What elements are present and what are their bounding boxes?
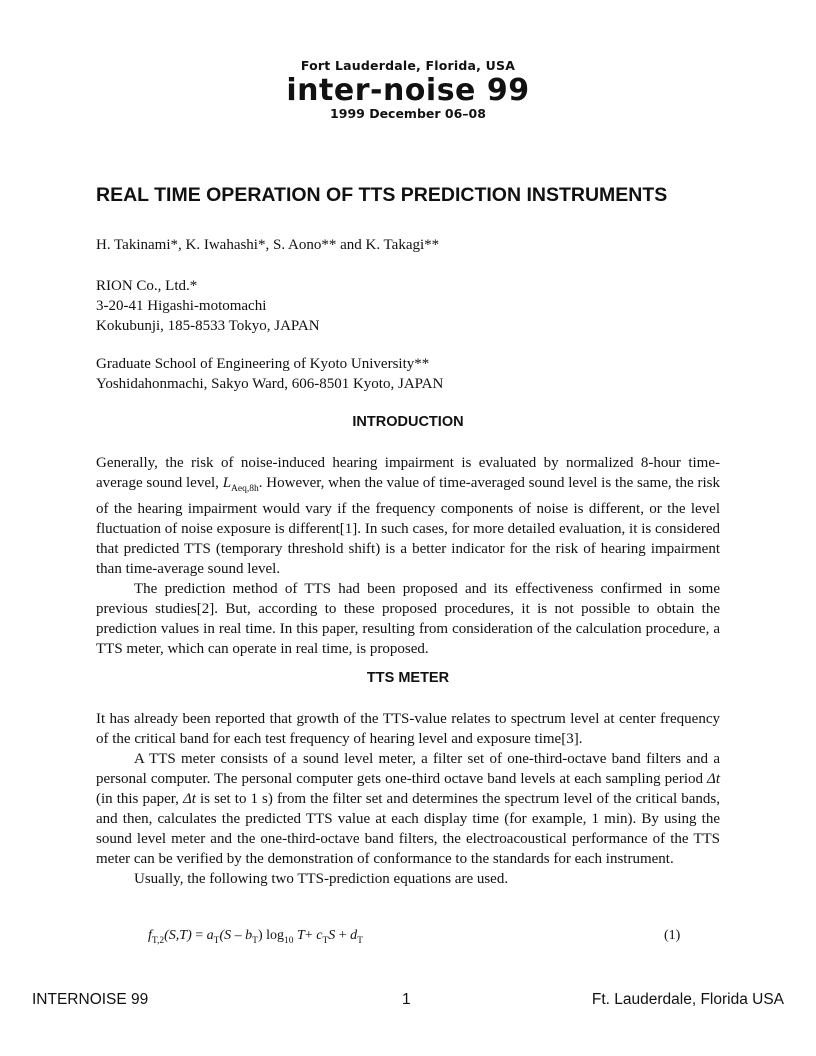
conference-location: Fort Lauderdale, Florida, USA xyxy=(300,58,516,73)
page-number: 1 xyxy=(402,991,411,1008)
paragraph: A TTS meter consists of a sound level meter, a filter set of one-third-octave band filters and a personal computer. The personal computer gets one-third octave band levels at each sampling period Δt (in this paper, Δt is set to 1 s) from the filter set and determines the spectrum level of the critical bands, and then, calculates the predicted TTS value at each display time (for example, 1 min). By using the sound level meter and the one-third-octave band filters, the electroacoustical performance of the TTS meter can be verified by the demonstration of conformance to the standards for each instrument. xyxy=(96,751,721,867)
affiliation-kyoto xyxy=(96,354,443,394)
paragraph: The prediction method of TTS had been proposed and its effectiveness confirmed in some previous studies[2]. But, according to these proposed procedures, it is not possible to obtain the prediction values in real time. In this paper, resulting from consideration of the calculation procedure, a TTS meter, which can operate in real time, is proposed. xyxy=(96,581,720,657)
footer-right: Ft. Lauderdale, Florida USA xyxy=(591,991,784,1008)
affiliation-line: RION Co., Ltd.* xyxy=(96,278,198,294)
introduction-body xyxy=(96,453,720,659)
affiliation-rion xyxy=(96,276,320,336)
affiliation-line: Yoshidahonmachi, Sakyo Ward, 606-8501 Kyoto, JAPAN xyxy=(96,376,444,392)
affiliation-line: Graduate School of Engineering of Kyoto University** xyxy=(96,356,430,372)
symbol-delta-t: Δt xyxy=(182,791,196,807)
symbol-delta-t: Δt xyxy=(707,771,720,787)
footer-left: INTERNOISE 99 xyxy=(32,991,149,1008)
author-list: H. Takinami*, K. Iwahashi*, S. Aono** and K. Takagi** xyxy=(96,237,440,253)
affiliation-line: 3-20-41 Higashi-motomachi xyxy=(96,298,267,314)
conference-header xyxy=(0,58,816,121)
affiliation-line: Kokubunji, 185-8533 Tokyo, JAPAN xyxy=(96,318,320,334)
symbol-L: L xyxy=(222,475,232,491)
tts-meter-body xyxy=(96,709,720,889)
paragraph: Usually, the following two TTS-prediction equations are used. xyxy=(134,871,509,887)
paragraph: It has already been reported that growth of the TTS-value relates to spectrum level at center frequency of the critical band for each test frequency of hearing level and exposure time[3]. xyxy=(96,711,720,747)
equation-1: $f_{T,2}(S,T) = a_T(S - b_T)$ $\log_{10} T+ c_TS + d_T$ xyxy=(148,928,363,946)
section-heading-tts-meter: TTS METER xyxy=(366,670,450,686)
paper-title: REAL TIME OPERATION OF TTS PREDICTION INSTRUMENTS xyxy=(96,184,668,206)
conference-logo: inter-noise 99 xyxy=(286,73,530,108)
conference-dates: 1999 December 06–08 xyxy=(330,106,486,121)
section-heading-introduction: INTRODUCTION xyxy=(352,414,464,430)
paragraph: Generally, the risk of noise-induced hearing impairment is evaluated by normalized 8-hour time-average sound level, $L_{Aeq,8h}$. However, when the value of time-averaged sound level is the same, the risk of the hearing impairment would vary if the frequency components of noise is different, or the level fluctuation of noise exposure is different[1]. In such cases, for more detailed evaluation, it is considered that predicted TTS (temporary threshold shift) is a better indicator for the risk of hearing impairment than time-average sound level. xyxy=(96,455,720,577)
equation-number: (1) xyxy=(664,928,681,943)
